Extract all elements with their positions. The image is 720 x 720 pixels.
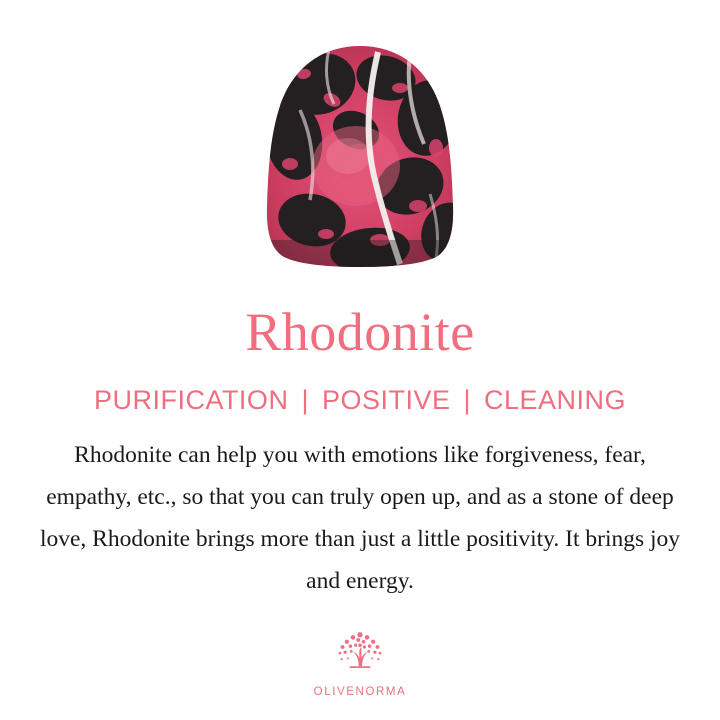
- description-text: Rhodonite can help you with emotions like forgiveness, fear, empathy, etc., so that you can truly open up, and as a stone of deep love, Rhodonite brings more than just a little positivity. It brings joy and energy.: [39, 442, 681, 594]
- keyword-purification: PURIFICATION: [93, 385, 289, 415]
- tree-of-life-logo-icon: [332, 626, 388, 682]
- page-title: Rhodonite: [245, 302, 475, 362]
- keyword-list: [94, 385, 626, 416]
- keyword-positive: POSITIVE: [321, 385, 451, 415]
- keyword-separator: |: [301, 385, 309, 415]
- brand-name: OLIVENORMA: [313, 686, 407, 698]
- stone-illustration: [260, 44, 460, 269]
- brand-block: [0, 626, 720, 698]
- keyword-separator: |: [463, 385, 472, 415]
- rhodonite-stone-image: [260, 44, 460, 269]
- keyword-cleaning: CLEANING: [484, 385, 627, 415]
